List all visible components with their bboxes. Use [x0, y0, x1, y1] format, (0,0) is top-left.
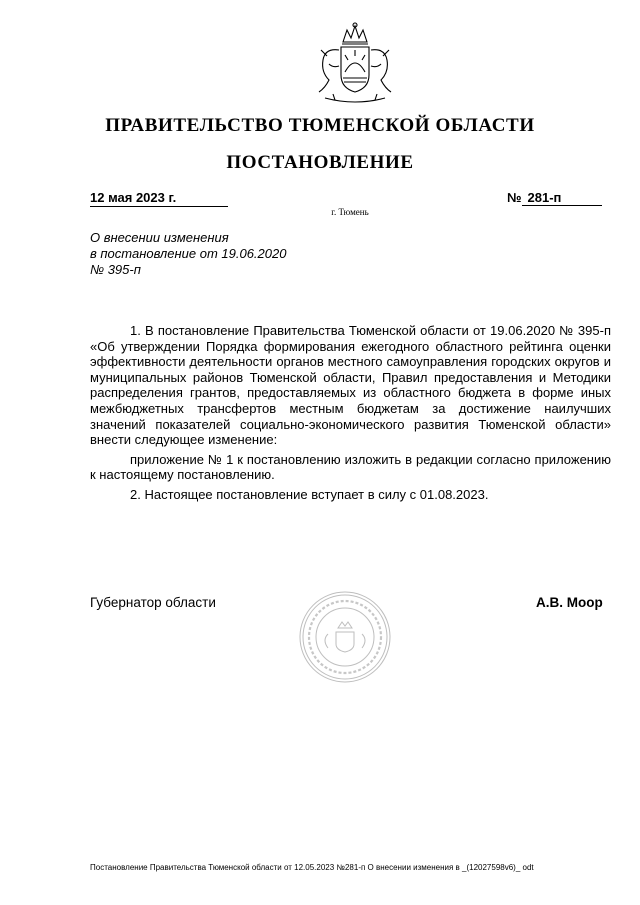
official-seal-icon — [298, 590, 392, 684]
subject-line: № 395-п — [90, 262, 141, 277]
document-subject — [90, 230, 286, 278]
organization-title: ПРАВИТЕЛЬСТВО ТЮМЕНСКОЙ ОБЛАСТИ — [105, 115, 535, 136]
city-label: г. Тюмень — [331, 207, 369, 217]
document-type-title: ПОСТАНОВЛЕНИЕ — [226, 152, 414, 173]
page-footer: Постановление Правительства Тюменской области от 12.05.2023 №281-п О внесении изменения в _(12027598v6)_ odt — [90, 863, 534, 872]
number-value: 281-п — [522, 190, 602, 206]
document-body — [90, 323, 611, 503]
coat-of-arms-icon — [305, 20, 405, 112]
subject-line: в постановление от 19.06.2020 — [90, 246, 287, 261]
subject-line: О внесении изменения — [90, 230, 229, 245]
body-paragraph: приложение № 1 к постановлению изложить в редакции согласно приложению к настоящему постановлению. — [90, 451, 611, 483]
document-number — [507, 190, 602, 206]
body-paragraph: 2. Настоящее постановление вступает в силу с 01.08.2023. — [130, 486, 489, 502]
signer-position: Губернатор области — [90, 595, 216, 610]
document-date: 12 мая 2023 г. — [90, 190, 228, 207]
body-paragraph: 1. В постановление Правительства Тюменской области от 19.06.2020 № 395-п «Об утверждении Порядка формирования ежегодного областного рейтинга оценки эффективности деятельности органов местного самоуправления городских округов и муниципальных районов Тюменской области, Правил предоставления и Методики распределения грантов, предоставляемых из областного бюджета в форме иных межбюджетных трансфертов местным бюджетам за достижение наилучших значений показателей социально-экономического развития Тюменской области» внести следующее изменение: — [90, 323, 611, 448]
number-prefix: № — [507, 190, 522, 205]
signer-name: А.В. Моор — [536, 595, 603, 610]
